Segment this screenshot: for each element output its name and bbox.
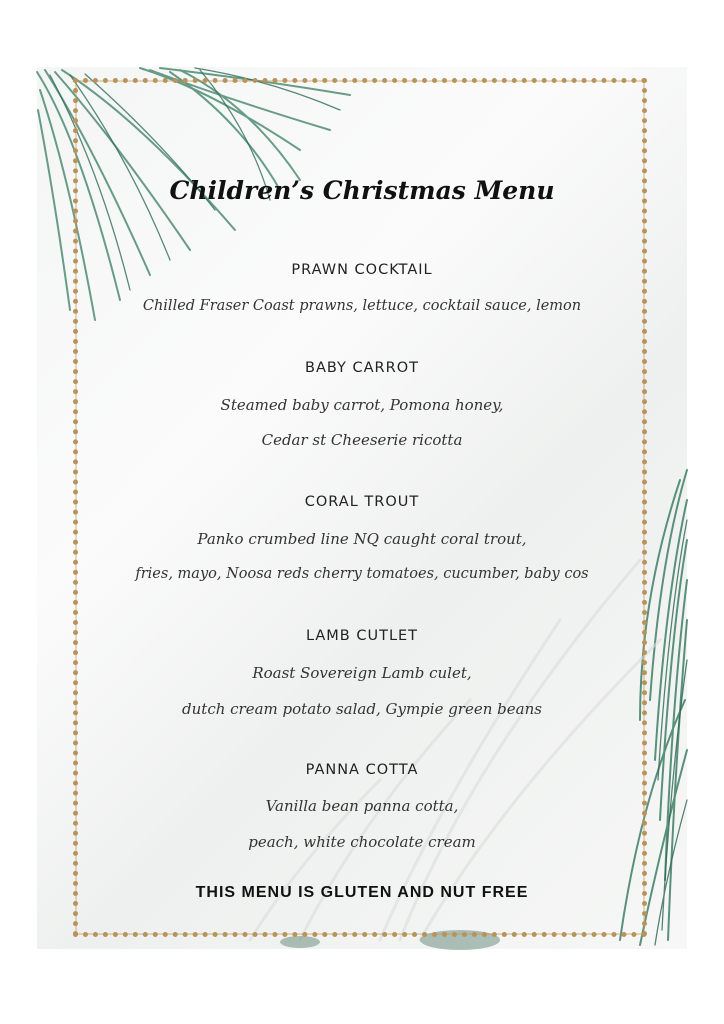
- dish-description: Chilled Fraser Coast prawns, lettuce, cocktail sauce, lemon: [142, 298, 582, 314]
- menu-title: Children’s Christmas Menu: [169, 176, 555, 205]
- allergen-notice: THIS MENU IS GLUTEN AND NUT FREE: [195, 884, 529, 901]
- dish-title-coral-trout: CORAL TROUT: [304, 494, 420, 510]
- dish-description: Roast Sovereign Lamb culet,: [252, 664, 472, 682]
- dish-description: dutch cream potato salad, Gympie green beans: [182, 700, 542, 718]
- dish-title-lamb-cutlet: LAMB CUTLET: [305, 628, 419, 644]
- dish-description: Steamed baby carrot, Pomona honey,: [220, 396, 504, 414]
- dish-description: Cedar st Cheeserie ricotta: [261, 431, 463, 449]
- dish-description: Panko crumbed line NQ caught coral trout,: [197, 530, 527, 548]
- dish-description: fries, mayo, Noosa reds cherry tomatoes, cucumber, baby cos: [135, 566, 589, 582]
- dish-title-panna-cotta: PANNA COTTA: [305, 762, 419, 778]
- dish-title-baby-carrot: BABY CARROT: [305, 360, 419, 376]
- dish-description: Vanilla bean panna cotta,: [265, 797, 459, 815]
- dish-title-prawn-cocktail: PRAWN COCKTAIL: [291, 262, 433, 278]
- dish-description: peach, white chocolate cream: [248, 833, 476, 851]
